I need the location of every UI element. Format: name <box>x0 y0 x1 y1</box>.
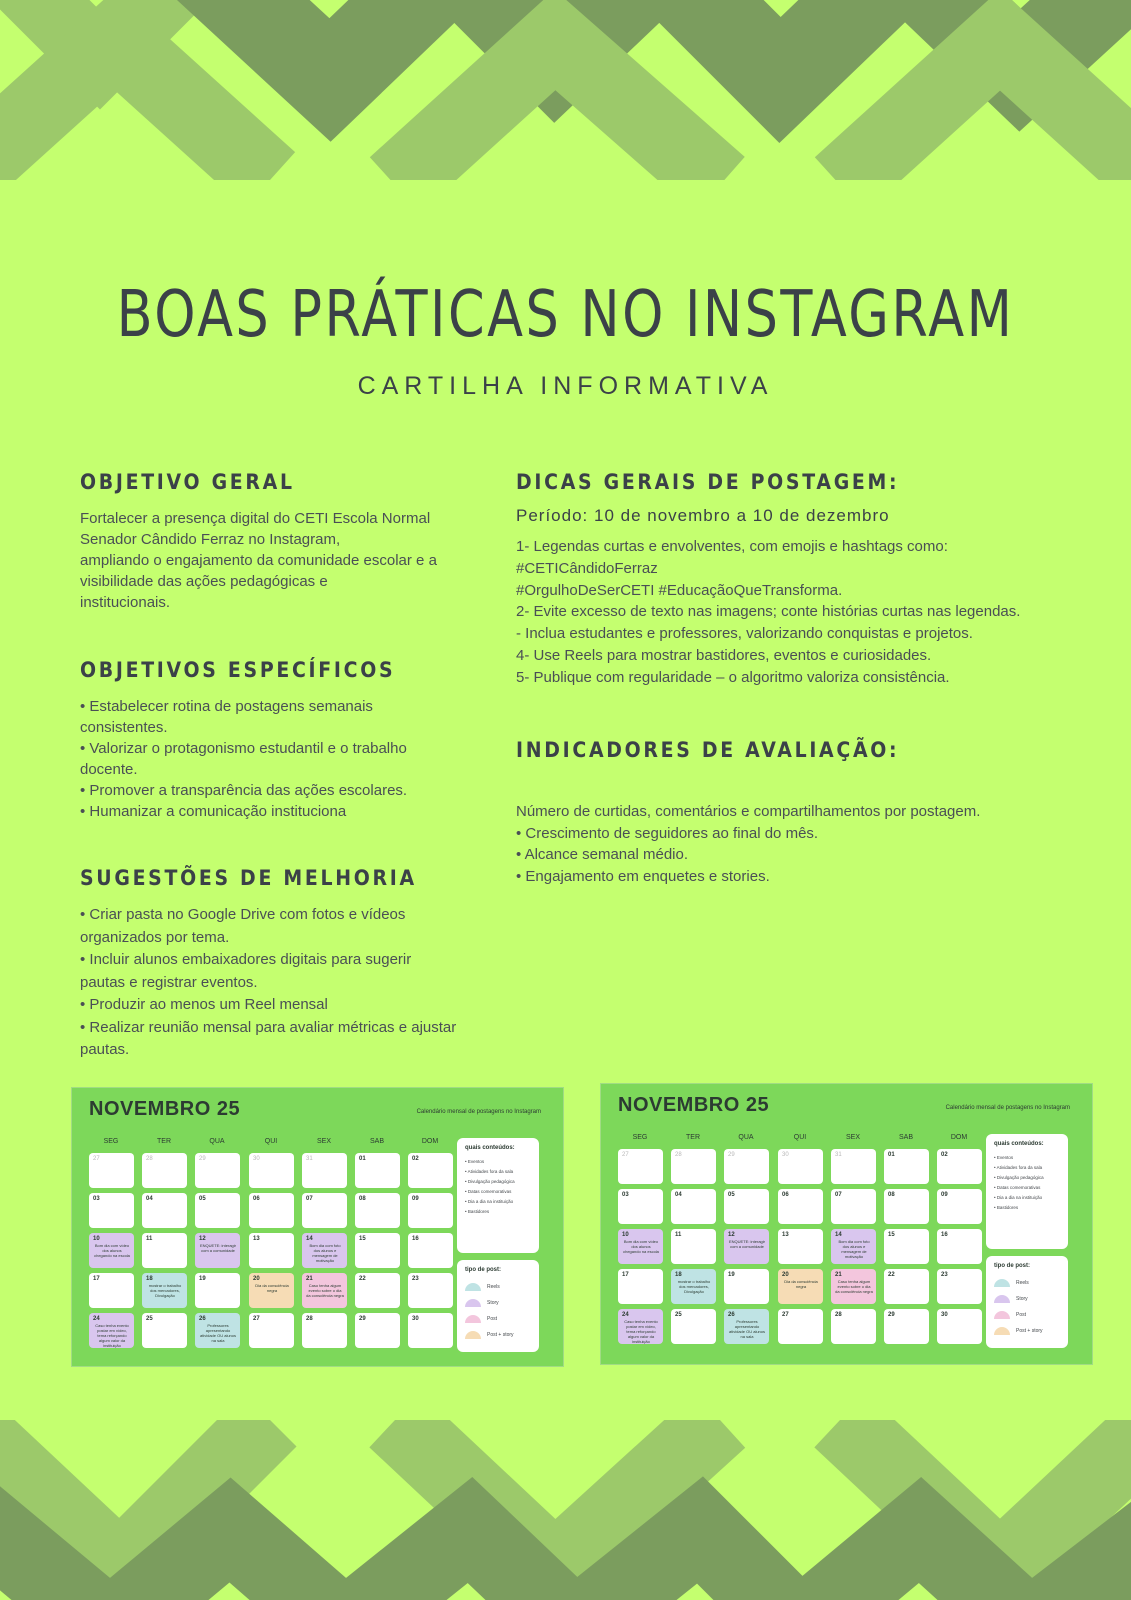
post-type-label: Story <box>487 1300 499 1306</box>
calendar-day-number: 22 <box>359 1276 366 1282</box>
calendar-day[interactable] <box>195 1273 240 1308</box>
weekday-label: SAB <box>898 1134 913 1141</box>
calendar-day-number: 07 <box>835 1192 842 1198</box>
calendar-day-number: 29 <box>359 1316 366 1322</box>
calendar-day-number: 06 <box>253 1196 260 1202</box>
calendar-day-number: 16 <box>412 1236 419 1242</box>
objetivos-especificos-line: • Humanizar a comunicação instituciona <box>80 803 347 820</box>
calendar-day[interactable] <box>89 1313 134 1348</box>
calendar-day[interactable] <box>195 1193 240 1228</box>
calendar-day[interactable] <box>724 1229 769 1264</box>
contents-item: • Atividades fora da sala <box>994 1165 1043 1170</box>
calendar-day-number: 15 <box>359 1236 366 1242</box>
calendar-day[interactable] <box>302 1233 347 1268</box>
contents-item: • Dia a dia na instituição <box>994 1195 1043 1200</box>
weekday-label: SEG <box>103 1138 119 1145</box>
calendar-day[interactable] <box>937 1269 982 1304</box>
post-type-item <box>994 1307 1060 1323</box>
weekday-label: TER <box>157 1138 171 1145</box>
bottom-chevron-pattern <box>0 1420 1131 1600</box>
calendar-day[interactable] <box>249 1233 294 1268</box>
post-type-swatch <box>465 1283 481 1291</box>
contents-item: • Atividades fora da sala <box>465 1169 514 1174</box>
calendar-day[interactable] <box>408 1193 453 1228</box>
objetivo-geral-line: institucionais. <box>80 594 171 611</box>
weekday-label: TER <box>686 1134 700 1141</box>
objetivos-especificos-line: • Promover a transparência das ações escolares. <box>80 782 408 799</box>
calendar-day-number: 27 <box>782 1312 789 1318</box>
calendar-day[interactable] <box>671 1189 716 1224</box>
calendar-day[interactable] <box>249 1193 294 1228</box>
dicas-line: #OrgulhoDeSerCETI #EducaçãoQueTransforma. <box>516 581 843 599</box>
calendar-day-number: 11 <box>675 1232 682 1238</box>
calendar-day-note: Dia da consciência negra <box>784 1279 818 1289</box>
calendar-day[interactable] <box>671 1309 716 1344</box>
calendar-day[interactable] <box>355 1273 400 1308</box>
weekday-label: SEG <box>632 1134 648 1141</box>
calendar-day[interactable] <box>831 1309 876 1344</box>
calendar-day[interactable] <box>724 1149 769 1184</box>
calendar-day-number: 25 <box>146 1316 153 1322</box>
calendar-day[interactable] <box>618 1269 663 1304</box>
calendar-day[interactable] <box>142 1193 187 1228</box>
calendar-day[interactable] <box>89 1273 134 1308</box>
calendar-day-number: 23 <box>412 1276 419 1282</box>
calendar-day-number: 05 <box>728 1192 735 1198</box>
calendar-day[interactable] <box>778 1309 823 1344</box>
contents-heading: quais conteúdos: <box>465 1145 515 1151</box>
dicas-line: 1- Legendas curtas e envolventes, com emojis e hashtags como: <box>516 538 948 555</box>
contents-item: • Dia a dia na instituição <box>465 1199 514 1204</box>
post-type-label: Reels <box>487 1284 500 1290</box>
weekday-label: SEX <box>316 1138 331 1145</box>
calendar-day-number: 17 <box>93 1276 100 1282</box>
calendar-day[interactable] <box>937 1149 982 1184</box>
calendar-day[interactable] <box>671 1149 716 1184</box>
top-chevron-pattern <box>0 0 1131 180</box>
calendar-day[interactable] <box>408 1313 453 1348</box>
calendar-day-number: 20 <box>253 1276 260 1282</box>
calendar-day-number: 21 <box>835 1272 842 1278</box>
calendar-day-number: 09 <box>941 1192 948 1198</box>
post-types-panel <box>457 1260 539 1352</box>
calendar-day-number: 03 <box>622 1192 629 1198</box>
calendar-day[interactable] <box>195 1153 240 1188</box>
calendar-day[interactable] <box>249 1273 294 1308</box>
calendar-day-number: 06 <box>782 1192 789 1198</box>
calendar-day-number: 30 <box>782 1152 789 1158</box>
weekday-label: DOM <box>421 1138 439 1145</box>
calendar-day-number: 10 <box>622 1232 629 1238</box>
post-type-label: Post <box>1016 1312 1027 1318</box>
dicas-heading: DICAS GERAIS DE POSTAGEM: <box>516 470 900 494</box>
calendar-day-note: ENQUETE: interagir com a comunidade <box>199 1243 236 1253</box>
calendar-day[interactable] <box>302 1153 347 1188</box>
calendar-title: NOVEMBRO 25 <box>618 1094 770 1116</box>
calendar-day-note: Bom dia com foto dos alunos e mensagem de motivação <box>309 1243 341 1263</box>
calendar-day[interactable] <box>302 1273 347 1308</box>
sugestoes-line: • Produzir ao menos um Reel mensal <box>80 996 328 1013</box>
calendar-day[interactable] <box>724 1269 769 1304</box>
calendar-day-number: 14 <box>306 1236 313 1242</box>
dicas-line: #CETICândidoFerraz <box>516 559 658 577</box>
calendar-day-number: 02 <box>941 1152 948 1158</box>
calendar-day[interactable] <box>89 1193 134 1228</box>
calendar-day[interactable] <box>778 1189 823 1224</box>
calendar-day[interactable] <box>937 1189 982 1224</box>
objetivo-geral-heading: OBJETIVO GERAL <box>80 470 295 494</box>
calendar-day-number: 26 <box>728 1312 735 1318</box>
calendar-day[interactable] <box>884 1309 929 1344</box>
calendar-day[interactable] <box>142 1233 187 1268</box>
calendar-day-note: Professores apresentando atividade OU alunos na sala <box>199 1323 237 1343</box>
post-type-item <box>465 1327 531 1343</box>
dicas-line: 5- Publique com regularidade – o algoritmo valoriza consistência. <box>516 668 950 686</box>
calendar-day[interactable] <box>249 1153 294 1188</box>
post-type-swatch <box>994 1311 1010 1319</box>
contents-item: • Divulgação pedagógica <box>465 1179 515 1184</box>
calendar-day[interactable] <box>249 1313 294 1348</box>
calendar-day-note: Bom dia com vídeo dos alunos chegando na escola <box>623 1239 659 1254</box>
calendar-day[interactable] <box>408 1273 453 1308</box>
post-types-heading: tipo de post: <box>465 1267 501 1273</box>
calendar-day[interactable] <box>831 1229 876 1264</box>
post-type-item <box>994 1291 1060 1307</box>
page-title: BOAS PRÁTICAS NO INSTAGRAM <box>116 278 1015 352</box>
calendar-day-number: 19 <box>728 1272 735 1278</box>
calendar-day[interactable] <box>724 1189 769 1224</box>
contents-item: • Eventos <box>994 1155 1014 1160</box>
calendar-day-number: 21 <box>306 1276 313 1282</box>
calendar-day[interactable] <box>618 1309 663 1344</box>
objetivos-especificos-line: • Estabelecer rotina de postagens semanais <box>80 698 373 715</box>
calendar-card-left <box>71 1087 564 1367</box>
indicadores-line: • Crescimento de seguidores ao final do mês. <box>516 824 819 842</box>
post-type-swatch <box>994 1295 1010 1303</box>
indicadores-line: • Engajamento em enquetes e stories. <box>516 867 770 885</box>
calendar-day-number: 13 <box>253 1236 260 1242</box>
calendar-day-note: Professores apresentando atividade OU alunos na sala <box>728 1319 766 1339</box>
weekday-label: QUI <box>264 1138 278 1145</box>
calendar-day-number: 30 <box>412 1316 419 1322</box>
indicadores-line: Número de curtidas, comentários e compartilhamentos por postagem. <box>516 803 981 820</box>
calendar-day[interactable] <box>831 1149 876 1184</box>
post-types-heading: tipo de post: <box>994 1263 1030 1269</box>
calendar-day[interactable] <box>302 1313 347 1348</box>
calendar-day-note: Dia da consciência negra <box>255 1283 289 1293</box>
objetivo-geral-line: visibilidade das ações pedagógicas e <box>80 573 328 590</box>
post-type-item <box>994 1323 1060 1339</box>
objetivos-especificos-text <box>80 696 407 822</box>
calendar-day[interactable] <box>89 1153 134 1188</box>
indicadores-line: • Alcance semanal médio. <box>516 846 689 863</box>
calendar-day-number: 15 <box>888 1232 895 1238</box>
calendar-day-number: 31 <box>306 1156 313 1162</box>
calendar-day[interactable] <box>618 1229 663 1264</box>
post-type-item <box>465 1295 531 1311</box>
calendar-day-number: 19 <box>199 1276 206 1282</box>
objetivos-especificos-line: • Valorizar o protagonismo estudantil e o trabalho <box>80 740 407 757</box>
post-type-label: Post <box>487 1316 498 1322</box>
calendar-day-number: 26 <box>199 1316 206 1322</box>
calendar-day[interactable] <box>142 1273 187 1308</box>
calendar-day[interactable] <box>408 1233 453 1268</box>
calendar-day-number: 31 <box>835 1152 842 1158</box>
calendar-day[interactable] <box>724 1309 769 1344</box>
calendar-day-number: 29 <box>199 1156 206 1162</box>
calendar-day-note: mostrar o trabalho dos mercadores, Divulgação <box>677 1279 711 1294</box>
calendar-day[interactable] <box>195 1313 240 1348</box>
calendar-day[interactable] <box>618 1149 663 1184</box>
calendar-day-number: 01 <box>888 1152 895 1158</box>
calendar-day[interactable] <box>778 1269 823 1304</box>
post-types-panel <box>986 1256 1068 1348</box>
calendar-day[interactable] <box>142 1153 187 1188</box>
calendar-caption: Calendário mensal de postagens no Instagram <box>945 1105 1070 1111</box>
calendar-day[interactable] <box>142 1313 187 1348</box>
calendar-day-number: 14 <box>835 1232 842 1238</box>
weekday-label: QUA <box>738 1134 754 1141</box>
calendar-title: NOVEMBRO 25 <box>89 1098 241 1120</box>
objetivo-geral-line: Senador Cândido Ferraz no Instagram, <box>80 531 341 548</box>
calendar-day-note: Bom dia com foto dos alunos e mensagem de motivação <box>838 1239 870 1259</box>
post-type-item <box>465 1279 531 1295</box>
dicas-text <box>516 536 1020 689</box>
calendar-day[interactable] <box>937 1309 982 1344</box>
weekday-label: QUA <box>209 1138 225 1145</box>
calendar-day[interactable] <box>671 1269 716 1304</box>
calendar-day-number: 28 <box>835 1312 842 1318</box>
post-type-label: Post + story <box>1016 1328 1043 1334</box>
calendar-day-number: 29 <box>888 1312 895 1318</box>
calendar-day[interactable] <box>671 1229 716 1264</box>
calendar-day[interactable] <box>884 1149 929 1184</box>
calendar-day-number: 28 <box>675 1152 682 1158</box>
calendar-day[interactable] <box>408 1153 453 1188</box>
calendar-day-number: 17 <box>622 1272 629 1278</box>
dicas-line: - Inclua estudantes e professores, valorizando conquistas e projetos. <box>516 625 973 643</box>
calendar-day[interactable] <box>937 1229 982 1264</box>
objetivos-especificos-line: consistentes. <box>80 719 168 736</box>
calendar-day-number: 08 <box>888 1192 895 1198</box>
sugestoes-text <box>80 904 456 1062</box>
calendar-day-number: 23 <box>941 1272 948 1278</box>
calendar-day[interactable] <box>778 1149 823 1184</box>
calendar-day-number: 12 <box>199 1236 206 1242</box>
calendar-day-number: 28 <box>146 1156 153 1162</box>
calendar-day[interactable] <box>195 1233 240 1268</box>
sugestoes-line: • Criar pasta no Google Drive com fotos e vídeos <box>80 906 406 923</box>
calendar-day-number: 08 <box>359 1196 366 1202</box>
contents-panel <box>986 1134 1068 1249</box>
calendar-day-number: 24 <box>622 1312 629 1318</box>
post-type-label: Reels <box>1016 1280 1029 1286</box>
calendar-day-number: 10 <box>93 1236 100 1242</box>
sugestoes-heading: SUGESTÕES DE MELHORIA <box>80 866 417 890</box>
calendar-day[interactable] <box>89 1233 134 1268</box>
indicadores-heading: INDICADORES DE AVALIAÇÃO: <box>516 738 900 762</box>
calendar-day-note: Caso tenha algum evento sobre o dia da consciência negra <box>306 1283 344 1298</box>
page-subtitle: CARTILHA INFORMATIVA <box>357 372 774 400</box>
calendar-day-note: mostrar o trabalho dos mercadores, Divulgação <box>148 1283 182 1298</box>
calendar-day-note: ENQUETE: interagir com a comunidade <box>728 1239 765 1249</box>
post-type-swatch <box>465 1299 481 1307</box>
calendar-day-number: 01 <box>359 1156 366 1162</box>
calendar-day-number: 11 <box>146 1236 153 1242</box>
contents-panel <box>457 1138 539 1253</box>
calendar-day[interactable] <box>884 1229 929 1264</box>
calendar-day-note: Caso tenha evento postar em vídeo, tema reforçando algum valor da instituição <box>95 1323 129 1348</box>
calendar-day-number: 22 <box>888 1272 895 1278</box>
calendar-day-number: 18 <box>146 1276 153 1282</box>
calendar-day[interactable] <box>355 1233 400 1268</box>
calendar-day-number: 13 <box>782 1232 789 1238</box>
post-type-label: Post + story <box>487 1332 514 1338</box>
calendar-day-number: 04 <box>146 1196 153 1202</box>
contents-item: • Datas comemorativas <box>994 1185 1041 1190</box>
sugestoes-line: • Realizar reunião mensal para avaliar métricas e ajustar <box>80 1018 457 1036</box>
contents-item: • Bastidores <box>994 1205 1019 1210</box>
dicas-period: Período: 10 de novembro a 10 de dezembro <box>516 506 890 525</box>
weekday-label: DOM <box>950 1134 968 1141</box>
calendar-day-number: 18 <box>675 1272 682 1278</box>
objetivos-especificos-heading: OBJETIVOS ESPECÍFICOS <box>80 658 396 682</box>
calendar-day-number: 03 <box>93 1196 100 1202</box>
calendar-day-number: 12 <box>728 1232 735 1238</box>
calendar-day-number: 05 <box>199 1196 206 1202</box>
calendar-day-number: 28 <box>306 1316 313 1322</box>
calendar-day-note: Caso tenha evento postar em vídeo, tema reforçando algum valor da instituição <box>624 1319 658 1344</box>
calendar-day-number: 24 <box>93 1316 100 1322</box>
sugestoes-line: pautas e registrar eventos. <box>80 973 258 991</box>
calendar-day[interactable] <box>778 1229 823 1264</box>
contents-item: • Datas comemorativas <box>465 1189 512 1194</box>
post-type-swatch <box>465 1315 481 1323</box>
calendar-day[interactable] <box>355 1313 400 1348</box>
post-type-item <box>994 1275 1060 1291</box>
calendar-day-number: 30 <box>941 1312 948 1318</box>
calendar-day[interactable] <box>884 1269 929 1304</box>
calendar-day[interactable] <box>831 1269 876 1304</box>
calendar-day-number: 27 <box>253 1316 260 1322</box>
calendar-day-number: 29 <box>728 1152 735 1158</box>
calendar-day-number: 04 <box>675 1192 682 1198</box>
contents-heading: quais conteúdos: <box>994 1141 1044 1147</box>
objetivo-geral-line: ampliando o engajamento da comunidade escolar e a <box>80 552 437 569</box>
objetivo-geral-text <box>80 508 437 613</box>
calendar-day-number: 16 <box>941 1232 948 1238</box>
weekday-label: QUI <box>793 1134 807 1141</box>
dicas-line: 4- Use Reels para mostrar bastidores, eventos e curiosidades. <box>516 646 932 664</box>
calendar-day[interactable] <box>618 1189 663 1224</box>
post-type-label: Story <box>1016 1296 1028 1302</box>
calendar-day-number: 25 <box>675 1312 682 1318</box>
calendar-caption: Calendário mensal de postagens no Instagram <box>416 1109 541 1115</box>
calendar-day-note: Bom dia com vídeo dos alunos chegando na escola <box>94 1243 130 1258</box>
dicas-line: 2- Evite excesso de texto nas imagens; conte histórias curtas nas legendas. <box>516 603 1021 621</box>
calendar-day-number: 20 <box>782 1272 789 1278</box>
calendar-day[interactable] <box>302 1193 347 1228</box>
calendar-day-number: 27 <box>622 1152 629 1158</box>
calendar-day-number: 09 <box>412 1196 419 1202</box>
sugestoes-line: pautas. <box>80 1041 130 1058</box>
calendar-day-number: 02 <box>412 1156 419 1162</box>
sugestoes-line: • Incluir alunos embaixadores digitais para sugerir <box>80 951 412 968</box>
contents-item: • Eventos <box>465 1159 485 1164</box>
calendar-day-number: 30 <box>253 1156 260 1162</box>
calendar-day-note: Caso tenha algum evento sobre o dia da consciência negra <box>835 1279 873 1294</box>
weekday-label: SEX <box>845 1134 860 1141</box>
contents-item: • Divulgação pedagógica <box>994 1175 1044 1180</box>
calendar-day-number: 27 <box>93 1156 100 1162</box>
post-type-item <box>465 1311 531 1327</box>
objetivos-especificos-line: docente. <box>80 761 138 778</box>
contents-item: • Bastidores <box>465 1209 490 1214</box>
post-type-swatch <box>994 1279 1010 1287</box>
calendar-card-right <box>600 1083 1093 1365</box>
indicadores-text <box>516 801 980 887</box>
objetivo-geral-line: Fortalecer a presença digital do CETI Escola Normal <box>80 510 431 527</box>
calendar-day[interactable] <box>831 1189 876 1224</box>
calendar-day-number: 07 <box>306 1196 313 1202</box>
calendar-day[interactable] <box>355 1153 400 1188</box>
sugestoes-line: organizados por tema. <box>80 928 230 946</box>
post-type-swatch <box>465 1331 481 1339</box>
calendar-day[interactable] <box>884 1189 929 1224</box>
post-type-swatch <box>994 1327 1010 1335</box>
calendar-day[interactable] <box>355 1193 400 1228</box>
weekday-label: SAB <box>369 1138 384 1145</box>
